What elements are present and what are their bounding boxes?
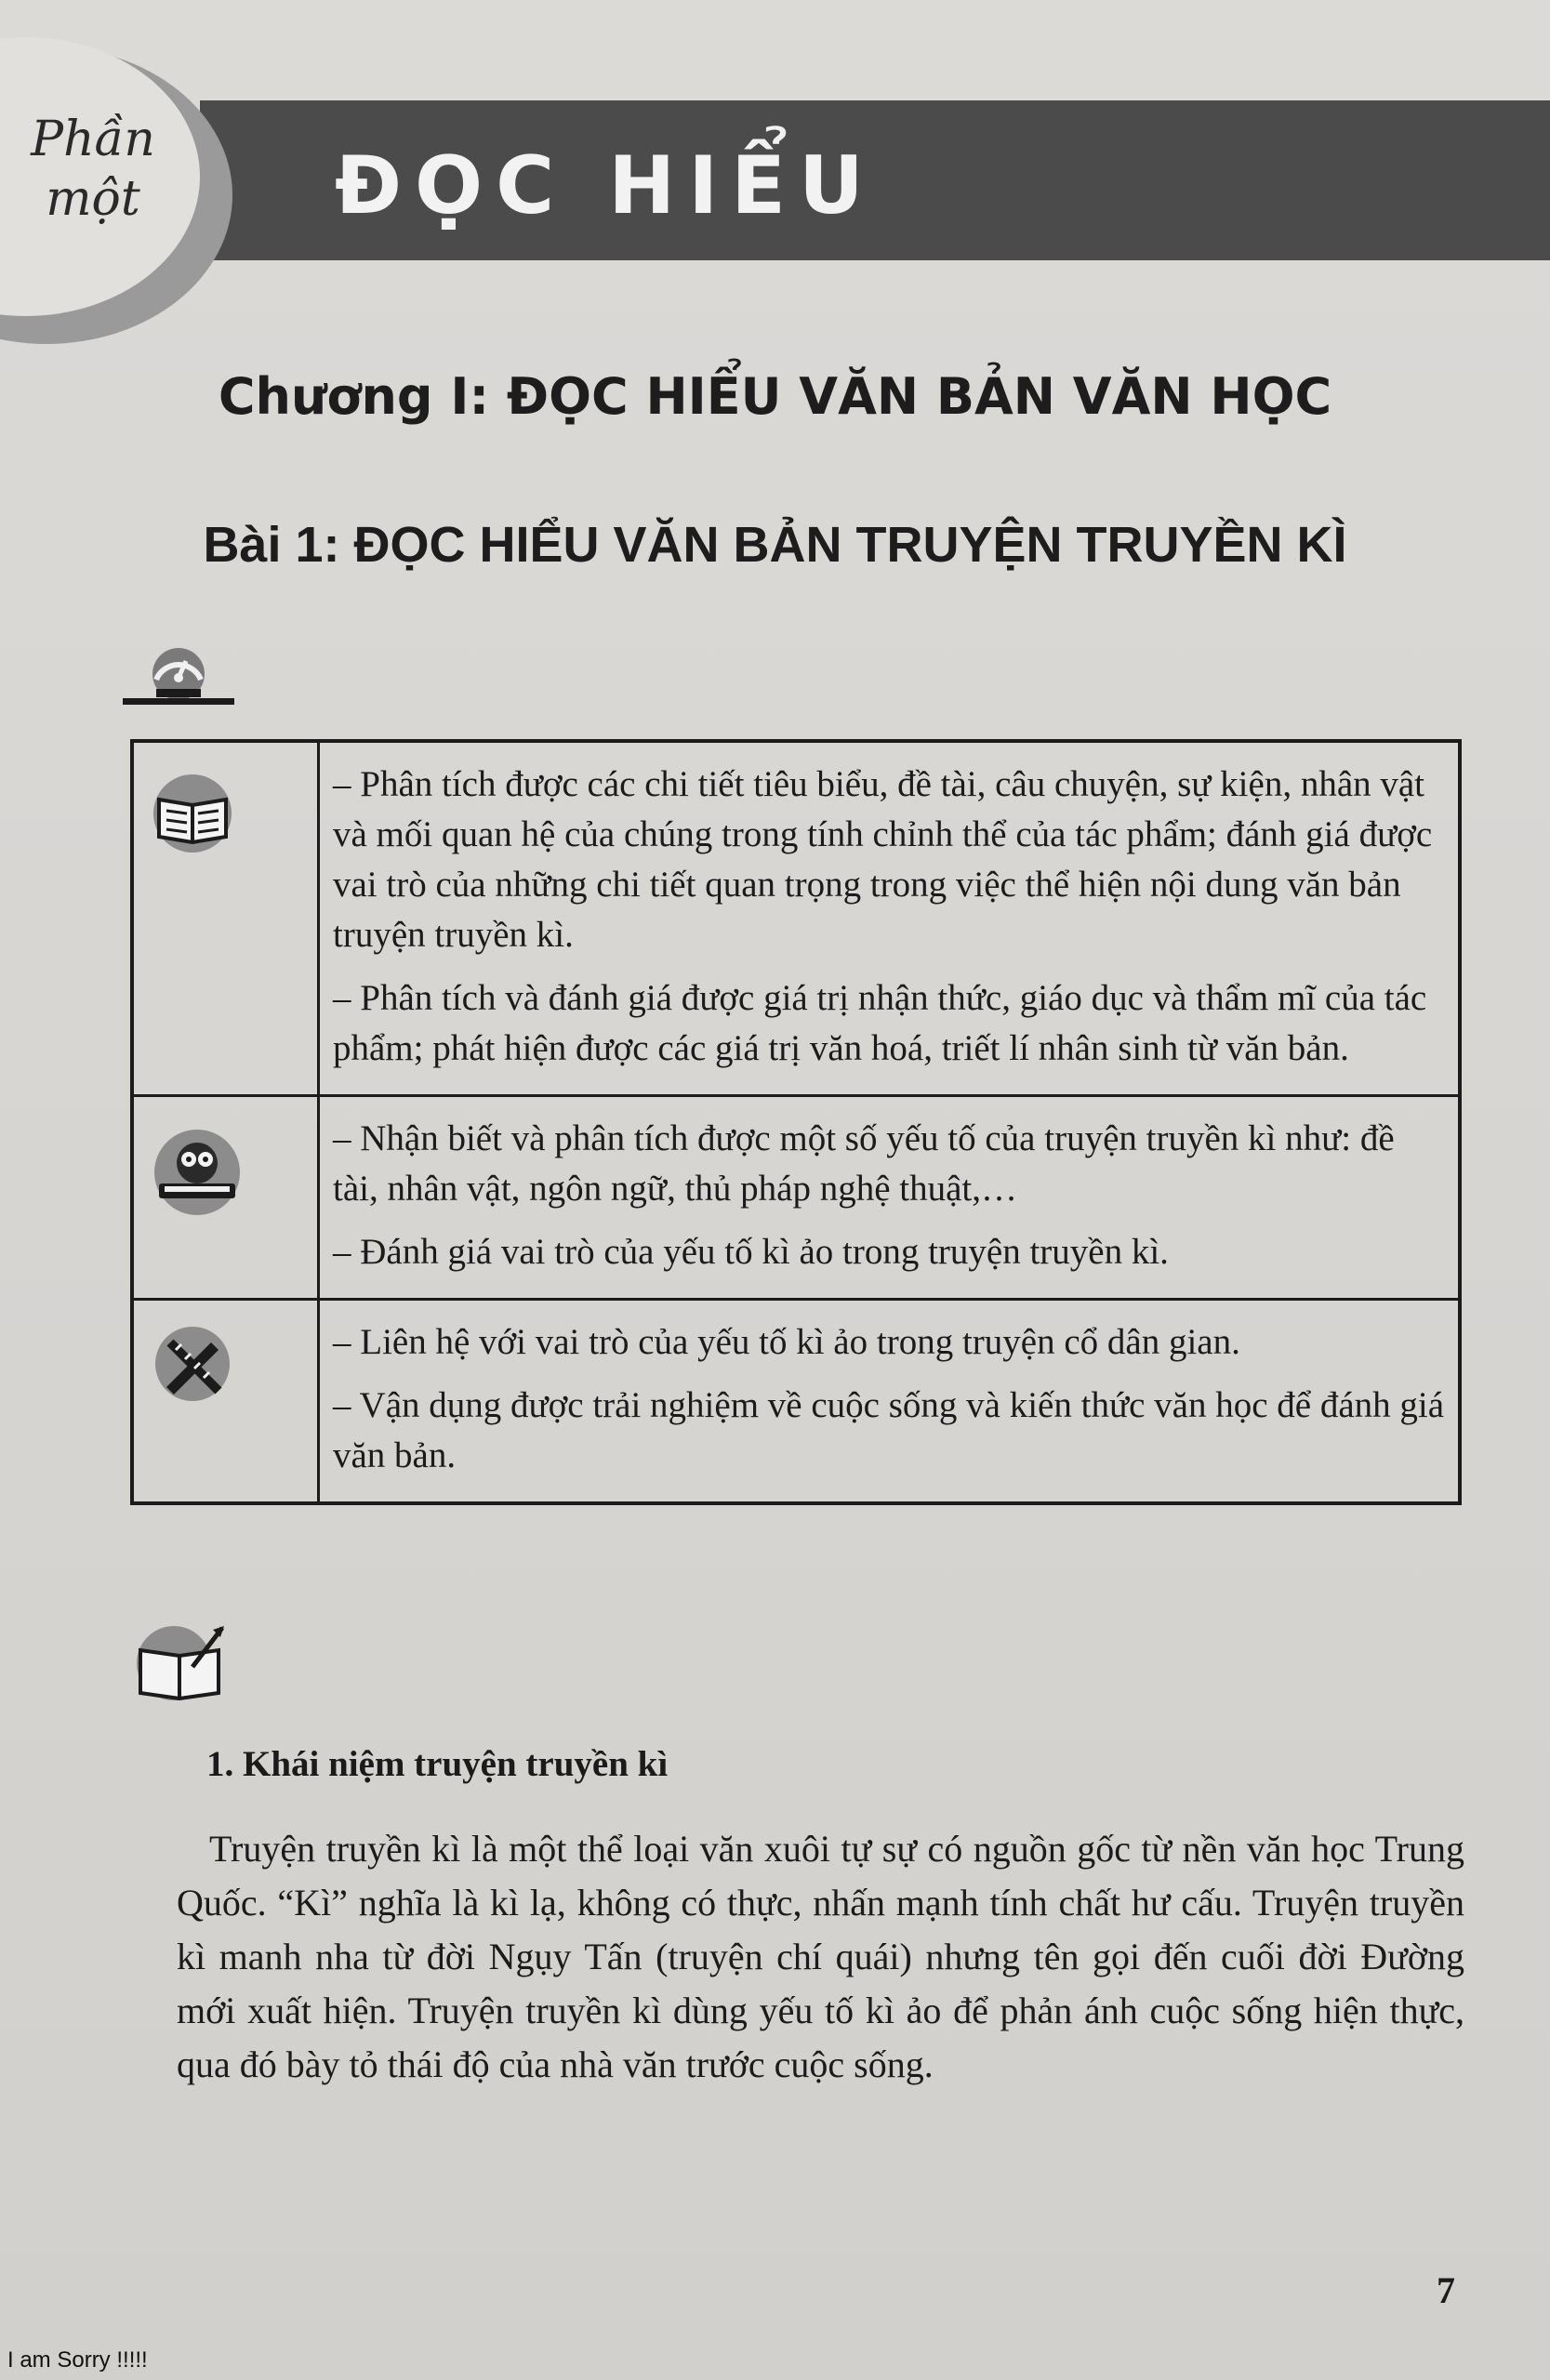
objective-item: – Liên hệ với vai trò của yếu tố kì ảo trong truyện cổ dân gian. — [333, 1322, 1240, 1362]
pencil-ruler-icon — [146, 1322, 239, 1406]
header-title: ĐỌC HIỂU — [335, 139, 877, 232]
objective-item: – Phân tích và đánh giá được giá trị nhận thức, giáo dục và thẩm mĩ của tác phẩm; phát hiện được các giá trị văn hoá, triết lí nhân sinh từ văn bản. — [333, 978, 1427, 1068]
objectives-row — [132, 1300, 1460, 1504]
objectives-icon-cell — [132, 1096, 319, 1300]
objectives-text-cell — [319, 741, 1461, 1096]
lesson-title: Bài 1: ĐỌC HIỂU VĂN BẢN TRUYỆN TRUYỀN KÌ — [203, 517, 1347, 573]
watermark-text: I am Sorry !!!!! — [7, 2347, 148, 2373]
objective-item: – Phân tích được các chi tiết tiêu biểu, đề tài, câu chuyện, sự kiện, nhân vật và mối quan hệ của chúng trong tính chỉnh thể của tác phẩm; đánh giá được vai trò của những chi tiết quan trọng trong việc thể hiện nội dung văn bản truyện truyền kì. — [333, 764, 1433, 955]
objective-item: – Đánh giá vai trò của yếu tố kì ảo trong truyện truyền kì. — [333, 1232, 1169, 1272]
objectives-text-cell — [319, 1300, 1461, 1504]
section-heading: 1. Khái niệm truyện truyền kì — [206, 1744, 669, 1784]
objectives-text-cell — [319, 1096, 1461, 1300]
objectives-icon-cell — [132, 1300, 319, 1504]
objectives-icon-cell — [132, 741, 319, 1096]
objective-item: – Nhận biết và phân tích được một số yếu tố của truyện truyền kì như: đề tài, nhân vật, ngôn ngữ, thủ pháp nghệ thuật,… — [333, 1118, 1395, 1209]
book-quill-icon — [135, 1622, 228, 1706]
part-label-line1: Phần — [31, 112, 155, 167]
part-label — [9, 110, 177, 229]
objectives-table — [130, 739, 1462, 1505]
page-number: 7 — [1437, 2269, 1455, 2311]
chapter-title: Chương I: ĐỌC HIỂU VĂN BẢN VĂN HỌC — [218, 367, 1332, 426]
gauge-target-icon — [119, 637, 238, 711]
objectives-row — [132, 1096, 1460, 1300]
owl-on-book-icon — [146, 1126, 248, 1219]
section-paragraph: Truyện truyền kì là một thể loại văn xuôi tự sự có nguồn gốc từ nền văn học Trung Quốc. “Kì” nghĩa là kì lạ, không có thực, nhấn mạnh tính chất hư cấu. Truyện truyền kì manh nha từ đời Ngụy Tấn (truyện chí quái) nhưng tên gọi đến cuối đời Đường mới xuất hiện. Truyện truyền kì dùng yếu tố kì ảo để phản ánh cuộc sống hiện thực, qua đó bày tỏ thái độ của nhà văn trước cuộc sống. — [177, 1828, 1464, 2085]
open-book-icon — [146, 772, 239, 855]
objectives-row — [132, 741, 1460, 1096]
part-label-line2: một — [46, 171, 140, 227]
objective-item: – Vận dụng được trải nghiệm về cuộc sống và kiến thức văn học để đánh giá văn bản. — [333, 1385, 1445, 1475]
